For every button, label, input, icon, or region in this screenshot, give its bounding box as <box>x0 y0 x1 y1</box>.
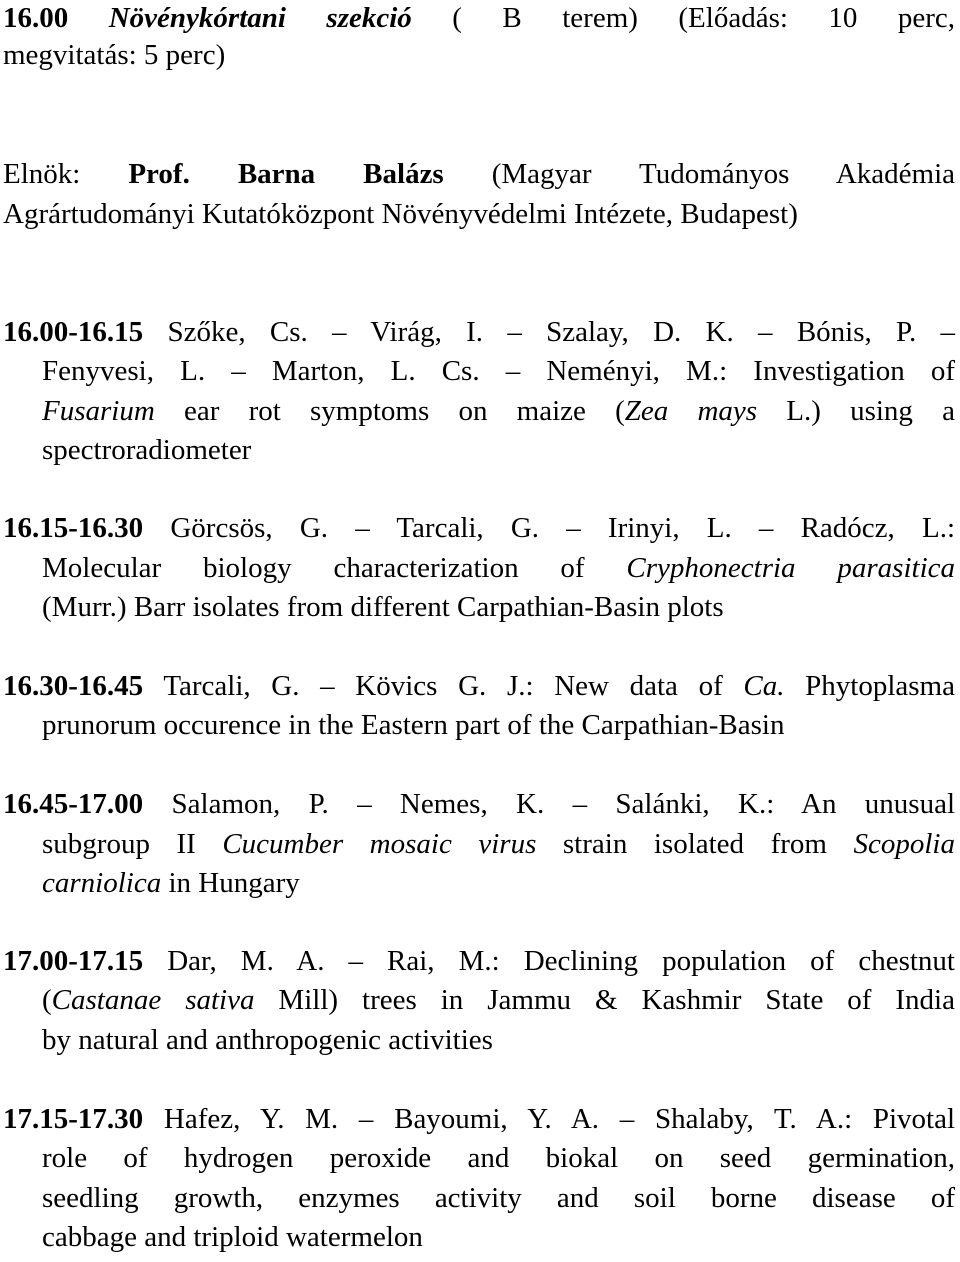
talk-5-authors: Dar, M. A. – Rai, M. <box>167 945 492 977</box>
talk-6-line-4: cabbage and triploid watermelon <box>42 1221 423 1253</box>
section-header-line-2: megvitatás: 5 perc) <box>3 39 226 71</box>
chair-affiliation-end: Agrártudományi Kutatóközpont Növényvédelmi Intézete, Budapest) <box>3 198 798 230</box>
talk-4-line-2 <box>42 826 955 862</box>
talk-1-line-4: spectroradiometer <box>42 434 252 466</box>
section-header-line-1 <box>3 0 955 36</box>
talk-4-authors: Salamon, P. – Nemes, K. – Salánki, K. <box>171 788 767 820</box>
talk-3-authors: Tarcali, G. – Kövics G. J. <box>163 670 526 702</box>
talk-2-time: 16.15-16.30 <box>3 512 144 544</box>
talk-2-title-start: Molecular biology characterization of <box>42 552 627 584</box>
talk-1-title-continue: L.) using a <box>757 395 955 427</box>
chair-affiliation-start: (Magyar Tudományos Akadémia <box>491 158 956 190</box>
section-time: 16.00 <box>3 2 69 34</box>
section-title: Növénykórtani szekció <box>108 2 412 34</box>
talk-1-time: 16.00-16.15 <box>3 316 144 348</box>
talk-4-title-end: in Hungary <box>161 867 300 899</box>
talk-4-title-continue: strain isolated from <box>536 828 854 860</box>
talk-3-line-2: prunorum occurence in the Eastern part of the Carpathian-Basin <box>42 709 785 741</box>
talk-3-title-continue: Phytoplasma <box>784 670 955 702</box>
talk-5-time: 17.00-17.15 <box>3 945 144 977</box>
talk-4-title-start: : An unusual <box>766 788 955 820</box>
talk-1-line-3 <box>42 393 955 429</box>
talk-1-line-1 <box>3 314 955 350</box>
talk-3-time: 16.30-16.45 <box>3 670 144 702</box>
talk-1-authors-end: Fenyvesi, L. – Marton, L. Cs. – Neményi, M. <box>42 355 720 387</box>
talk-4-line-1 <box>3 786 955 822</box>
chair-label: Elnök: <box>3 158 81 190</box>
talk-1-line-2 <box>42 353 955 389</box>
talk-5-line-1 <box>3 943 955 979</box>
talk-1-italic-fusarium: Fusarium <box>42 395 155 427</box>
talk-3-title-start: : New data of <box>525 670 744 702</box>
talk-4-title-middle: subgroup II <box>42 828 223 860</box>
talk-2-italic-species: Cryphonectria parasitica <box>626 552 955 584</box>
talk-4-time: 16.45-17.00 <box>3 788 144 820</box>
talk-4-italic-carniolica: carniolica <box>42 867 162 899</box>
talk-5-italic-castanae: Castanae sativa <box>51 984 255 1016</box>
talk-2-line-3: (Murr.) Barr isolates from different Carpathian-Basin plots <box>42 591 724 623</box>
talk-5-line-2 <box>42 982 955 1018</box>
chair-line-1 <box>3 156 955 192</box>
talk-6-authors: Hafez, Y. M. – Bayoumi, Y. A. – Shalaby, T. A. <box>163 1103 845 1135</box>
talk-4-italic-scopolia: Scopolia <box>853 828 955 860</box>
talk-2-authors: Görcsös, G. – Tarcali, G. – Irinyi, L. – Radócz, L.: <box>170 512 956 544</box>
talk-1-authors-start: Szőke, Cs. – Virág, I. – Szalay, D. K. – Bónis, P. – <box>167 316 956 348</box>
chair-title: Prof. <box>128 158 190 190</box>
section-room: ( B terem) <box>452 2 638 34</box>
talk-6-title-start: : Pivotal <box>844 1103 956 1135</box>
talk-4-italic-virus: Cucumber mosaic virus <box>222 828 537 860</box>
talk-6-line-2: role of hydrogen peroxide and biokal on seed germination, <box>42 1142 955 1174</box>
talk-1-italic-zea: Zea mays <box>624 395 758 427</box>
talk-3-italic-ca: Ca. <box>743 670 785 702</box>
talk-4-line-3 <box>42 865 300 901</box>
talk-2-line-1 <box>3 510 955 546</box>
talk-3-line-1 <box>3 668 955 704</box>
talk-6-line-3: seedling growth, enzymes activity and soil borne disease of <box>42 1182 955 1214</box>
talk-5-title-start: : Declining population of chestnut <box>491 945 955 977</box>
talk-1-title-start: : Investigation of <box>719 355 955 387</box>
talk-1-title-middle: ear rot symptoms on maize ( <box>154 395 625 427</box>
talk-6-time: 17.15-17.30 <box>3 1103 144 1135</box>
chair-name: Barna Balázs <box>237 158 444 190</box>
talk-5-open-paren: ( <box>42 984 52 1016</box>
section-format: (Előadás: 10 perc, <box>678 2 956 34</box>
talk-2-line-2 <box>42 550 955 586</box>
talk-5-line-3: by natural and anthropogenic activities <box>42 1024 493 1056</box>
talk-5-title-continue: Mill) trees in Jammu & Kashmir State of India <box>254 984 955 1016</box>
talk-6-line-1 <box>3 1101 955 1137</box>
